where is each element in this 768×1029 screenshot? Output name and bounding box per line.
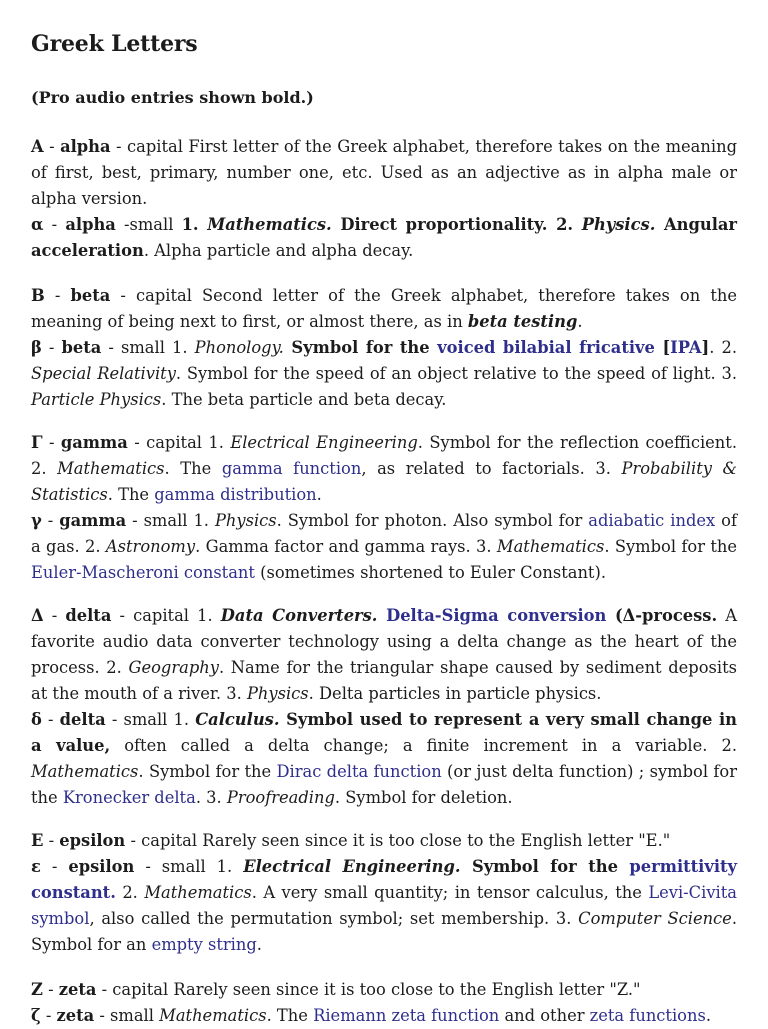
entry-text: . A very small quantity; in tensor calculus, the (251, 883, 649, 902)
letter-symbol: δ (31, 710, 42, 729)
letter-symbol: Δ (31, 606, 44, 625)
letter-symbol: β (31, 338, 42, 357)
field-label: Mathematics. (207, 215, 332, 234)
entry-text: - capital First letter of the Greek alphabet, therefore takes on the meaning of first, best, primary, number one, etc. Used as an adjective as in alpha male or alpha version. (31, 137, 737, 208)
letter-name: epsilon (59, 831, 126, 850)
entry-text: - capital Second letter of the Greek alphabet, therefore takes on the meaning of being next to first, or almost there, as in (31, 286, 737, 331)
link-riemann-zeta-function[interactable]: Riemann zeta function (313, 1006, 500, 1025)
field-label: Computer Science (578, 909, 732, 928)
field-label: Mathematics (144, 883, 252, 902)
entry-text: . Symbol for deletion. (334, 788, 513, 807)
entry-text: (Δ-process. (606, 606, 718, 625)
entry-text: . 2. (709, 338, 738, 357)
separator: - (40, 1006, 57, 1025)
entry-epsilon-small (31, 854, 737, 958)
letter-name: alpha (65, 215, 116, 234)
link-levi-civita-symbol[interactable]: Levi-Civita symbol (31, 883, 738, 928)
field-label: Mathematics (496, 537, 605, 556)
entry-text: . The (164, 459, 222, 478)
entry-gamma-small (31, 508, 737, 586)
letter-name: gamma (60, 433, 128, 452)
entry-text: . 3. (195, 788, 227, 807)
entry-text: (sometimes shortened to Euler Constant). (254, 563, 607, 582)
field-label: Astronomy (105, 537, 196, 556)
entry-alpha-capital (31, 134, 737, 212)
field-label: Physics. (581, 215, 656, 234)
field-label: Calculus. (195, 710, 280, 729)
entry-text: , also called the permutation symbol; set membership. 3. (89, 909, 579, 928)
entry-text: - small 1. (134, 857, 244, 876)
entry-text: 1. (181, 215, 208, 234)
entry-text: Direct proportionality. 2. (331, 215, 582, 234)
entry-text: -small (115, 215, 182, 234)
link-empty-string[interactable]: empty string (151, 935, 257, 954)
entry-beta-capital (31, 283, 737, 335)
link-permittivity-constant[interactable]: permittivity constant. (31, 857, 737, 902)
field-label: Physics (246, 684, 309, 703)
entry-text: . The beta particle and beta decay. (161, 390, 447, 409)
link-voiced-bilabial-fricative[interactable]: voiced bilabial fricative (437, 338, 655, 357)
entry-text: - capital 1. (111, 606, 221, 625)
field-label: Mathematics (31, 762, 139, 781)
field-label: Geography (128, 658, 219, 677)
entry-alpha-small (31, 212, 737, 264)
entry-text: - capital Rarely seen since it is too close to the English letter "Z." (96, 980, 641, 999)
letter-symbol: α (31, 215, 44, 234)
entry-text: . Symbol for the (138, 762, 277, 781)
entry-text: . Name for the triangular shape caused by sediment deposits at the mouth of a river. 3. (31, 658, 737, 703)
separator: - (40, 857, 69, 876)
link-ipa[interactable]: IPA (670, 338, 702, 357)
letter-symbol: B (31, 286, 45, 305)
entry-text: . Symbol for photon. Also symbol for (276, 511, 589, 530)
entry-text: . Symbol for an (31, 909, 738, 954)
entry-zeta-small (31, 1003, 737, 1029)
entry-gamma-capital (31, 430, 737, 508)
entry-text: A favorite audio data converter technology using a delta change as the heart of the process. 2. (31, 606, 738, 677)
entry-text: 2. (115, 883, 145, 902)
entry-text: - capital Rarely seen since it is too close to the English letter "E." (125, 831, 671, 850)
entry-text: , as related to factorials. 3. (361, 459, 622, 478)
entry-delta-capital (31, 603, 737, 707)
entry-text: - small (94, 1006, 160, 1025)
letter-name: gamma (59, 511, 127, 530)
field-label: Mathematics (57, 459, 165, 478)
field-label: Data Converters. (220, 606, 378, 625)
letter-name: zeta (56, 1006, 95, 1025)
entry-text (377, 606, 386, 625)
entry-text: . Delta particles in particle physics. (308, 684, 602, 703)
entry-text: . Symbol for the reflection coefficient. 2. (31, 433, 737, 478)
link-gamma-distribution[interactable]: gamma distribution (154, 485, 317, 504)
separator: - (43, 831, 60, 850)
entry-text: . The (107, 485, 155, 504)
entry-text: . Symbol for the speed of an object relative to the speed of light. 3. (175, 364, 737, 383)
separator: - (41, 511, 60, 530)
page-title: Greek Letters (31, 31, 198, 57)
separator: - (41, 710, 60, 729)
letter-name: alpha (60, 137, 111, 156)
pro-audio-note: (Pro audio entries shown bold.) (31, 88, 314, 107)
separator: - (41, 338, 62, 357)
letter-symbol: ε (31, 857, 41, 876)
entry-text: . Alpha particle and alpha decay. (143, 241, 414, 260)
entry-text: Symbol used to represent a very small change in a value, (31, 710, 738, 755)
field-label: Electrical Engineering (230, 433, 418, 452)
entry-text: - small 1. (101, 338, 195, 357)
entry-epsilon-capital (31, 828, 737, 854)
entry-text: . (316, 485, 322, 504)
field-label: Physics (214, 511, 277, 530)
letter-symbol: A (31, 137, 44, 156)
letter-name: beta (70, 286, 111, 305)
link-adiabatic-index[interactable]: adiabatic index (588, 511, 716, 530)
entry-text: Symbol for the (460, 857, 630, 876)
field-label: Electrical Engineering. (243, 857, 461, 876)
separator: - (43, 606, 66, 625)
field-label: Phonology. (194, 338, 284, 357)
entry-text: - capital 1. (127, 433, 231, 452)
letter-symbol: Z (31, 980, 43, 999)
entry-text: Angular acceleration (31, 215, 738, 260)
separator: - (42, 433, 61, 452)
field-label: Probability & Statistics (31, 459, 738, 504)
entry-text: ] (701, 338, 710, 357)
entry-beta-small (31, 335, 737, 413)
field-label: Proofreading (226, 788, 335, 807)
entry-delta-small (31, 707, 737, 811)
entry-text: - small 1. (126, 511, 215, 530)
entry-text: often called a delta change; a finite increment in a variable. 2. (110, 736, 737, 755)
entry-text: (or just delta function) ; symbol for the (31, 762, 738, 807)
entry-text: . (577, 312, 583, 331)
entry-text: Symbol for the (283, 338, 438, 357)
emphasis-text: beta testing (467, 312, 578, 331)
separator: - (42, 980, 59, 999)
field-label: Particle Physics (31, 390, 162, 409)
entry-text: [ (654, 338, 671, 357)
letter-name: beta (61, 338, 102, 357)
letter-name: zeta (58, 980, 97, 999)
entry-text: . The (266, 1006, 314, 1025)
separator: - (43, 215, 66, 234)
letter-name: delta (59, 710, 106, 729)
entry-zeta-capital (31, 977, 737, 1003)
letter-symbol: Γ (31, 433, 43, 452)
field-label: Special Relativity (31, 364, 176, 383)
letter-name: epsilon (68, 857, 135, 876)
link-delta-sigma-conversion[interactable]: Delta-Sigma conversion (386, 606, 607, 625)
link-zeta-functions[interactable]: zeta functions (589, 1006, 706, 1025)
separator: - (44, 286, 71, 305)
link-gamma-function[interactable]: gamma function (221, 459, 362, 478)
entry-text: and other (499, 1006, 590, 1025)
letter-symbol: E (31, 831, 44, 850)
entry-text: . Symbol for the (604, 537, 737, 556)
separator: - (43, 137, 61, 156)
entry-text: . Gamma factor and gamma rays. 3. (195, 537, 497, 556)
letter-name: delta (65, 606, 112, 625)
entry-text: . (256, 935, 262, 954)
entry-text: - small 1. (105, 710, 196, 729)
entry-text: of a gas. 2. (31, 511, 737, 556)
field-label: Mathematics (159, 1006, 267, 1025)
link-euler-mascheroni-constant[interactable]: Euler-Mascheroni constant (31, 563, 255, 582)
link-dirac-delta-function[interactable]: Dirac delta function (276, 762, 442, 781)
entry-text: . (705, 1006, 712, 1025)
letter-symbol: ζ (31, 1006, 41, 1025)
link-kronecker-delta[interactable]: Kronecker delta (62, 788, 196, 807)
letter-symbol: γ (31, 511, 42, 530)
